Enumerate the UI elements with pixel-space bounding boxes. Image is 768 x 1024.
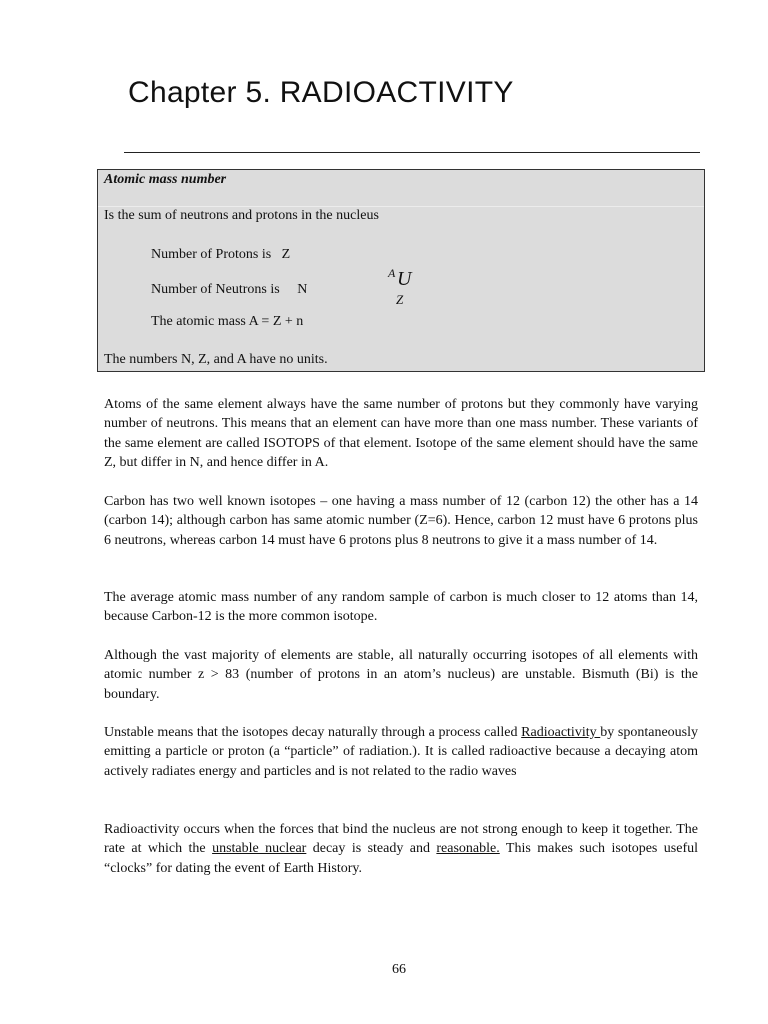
neutrons-line: Number of Neutrons is N <box>151 282 308 297</box>
text-segment: This makes such isotopes useful “clocks” for dating the event of Earth History. <box>104 841 698 876</box>
text-segment: Unstable means that the isotopes decay naturally through a process called <box>104 725 522 740</box>
element-symbol: U <box>397 268 412 290</box>
definition-text: Is the sum of neutrons and protons in the nucleus <box>104 208 379 223</box>
definition-heading: Atomic mass number <box>98 170 704 207</box>
reasonable-term: reasonable. <box>436 841 500 857</box>
page-number: 66 <box>392 962 406 977</box>
atomic-mass-line: The atomic mass A = Z + n <box>151 314 304 329</box>
protons-line: Number of Protons is Z <box>151 247 291 262</box>
paragraph-carbon-isotopes: Carbon has two well known isotopes – one having a mass number of 12 (carbon 12) the other has a 14 (carbon 14); although carbon has same atomic number (Z=6). Hence, carbon 12 must have 6 protons plus 6 neutrons, whereas carbon 14 must have 6 protons plus 8 neutrons to give it a mass number of 14. <box>104 494 698 548</box>
mass-number-symbol: A <box>388 266 396 280</box>
paragraph-unstable <box>104 723 698 781</box>
paragraph-radioactivity <box>104 820 698 878</box>
definition-box <box>97 169 705 372</box>
paragraph-average-mass: The average atomic mass number of any random sample of carbon is much closer to 12 atoms than 14, because Carbon-12 is the more common isotope. <box>104 590 698 625</box>
atomic-number-symbol: Z <box>396 292 404 307</box>
paragraph-stability: Although the vast majority of elements are stable, all naturally occurring isotopes of all elements with atomic number z > 83 (number of protons in an atom’s nucleus) are unstable. Bismuth (Bi) is the boundary. <box>104 648 698 702</box>
units-note: The numbers N, Z, and A have no units. <box>104 352 328 367</box>
paragraph-isotopes: Atoms of the same element always have the same number of protons but they commonly have varying number of neutrons. This means that an element can have more than one mass number. These variants of the same element are called ISOTOPS of that element. Isotope of the same element should have the same Z, but differ in N, and hence differ in A. <box>104 397 698 471</box>
unstable-nuclear-term: unstable nuclear <box>212 841 307 857</box>
text-segment: Radioactivity occurs when the forces that bind the nucleus are not strong enough to keep it together. The rate at which the <box>104 822 698 857</box>
text-segment: decay is steady and <box>306 841 437 857</box>
page-title: Chapter 5. RADIOACTIVITY <box>128 76 514 109</box>
title-divider <box>124 152 700 153</box>
text-segment: by spontaneously emitting a particle or proton (a “particle” of radiation.). It is called radioactive because a decaying atom actively radiates energy and particles and is not related to the radio waves <box>104 725 698 779</box>
radioactivity-term: Radioactivity <box>521 725 601 740</box>
